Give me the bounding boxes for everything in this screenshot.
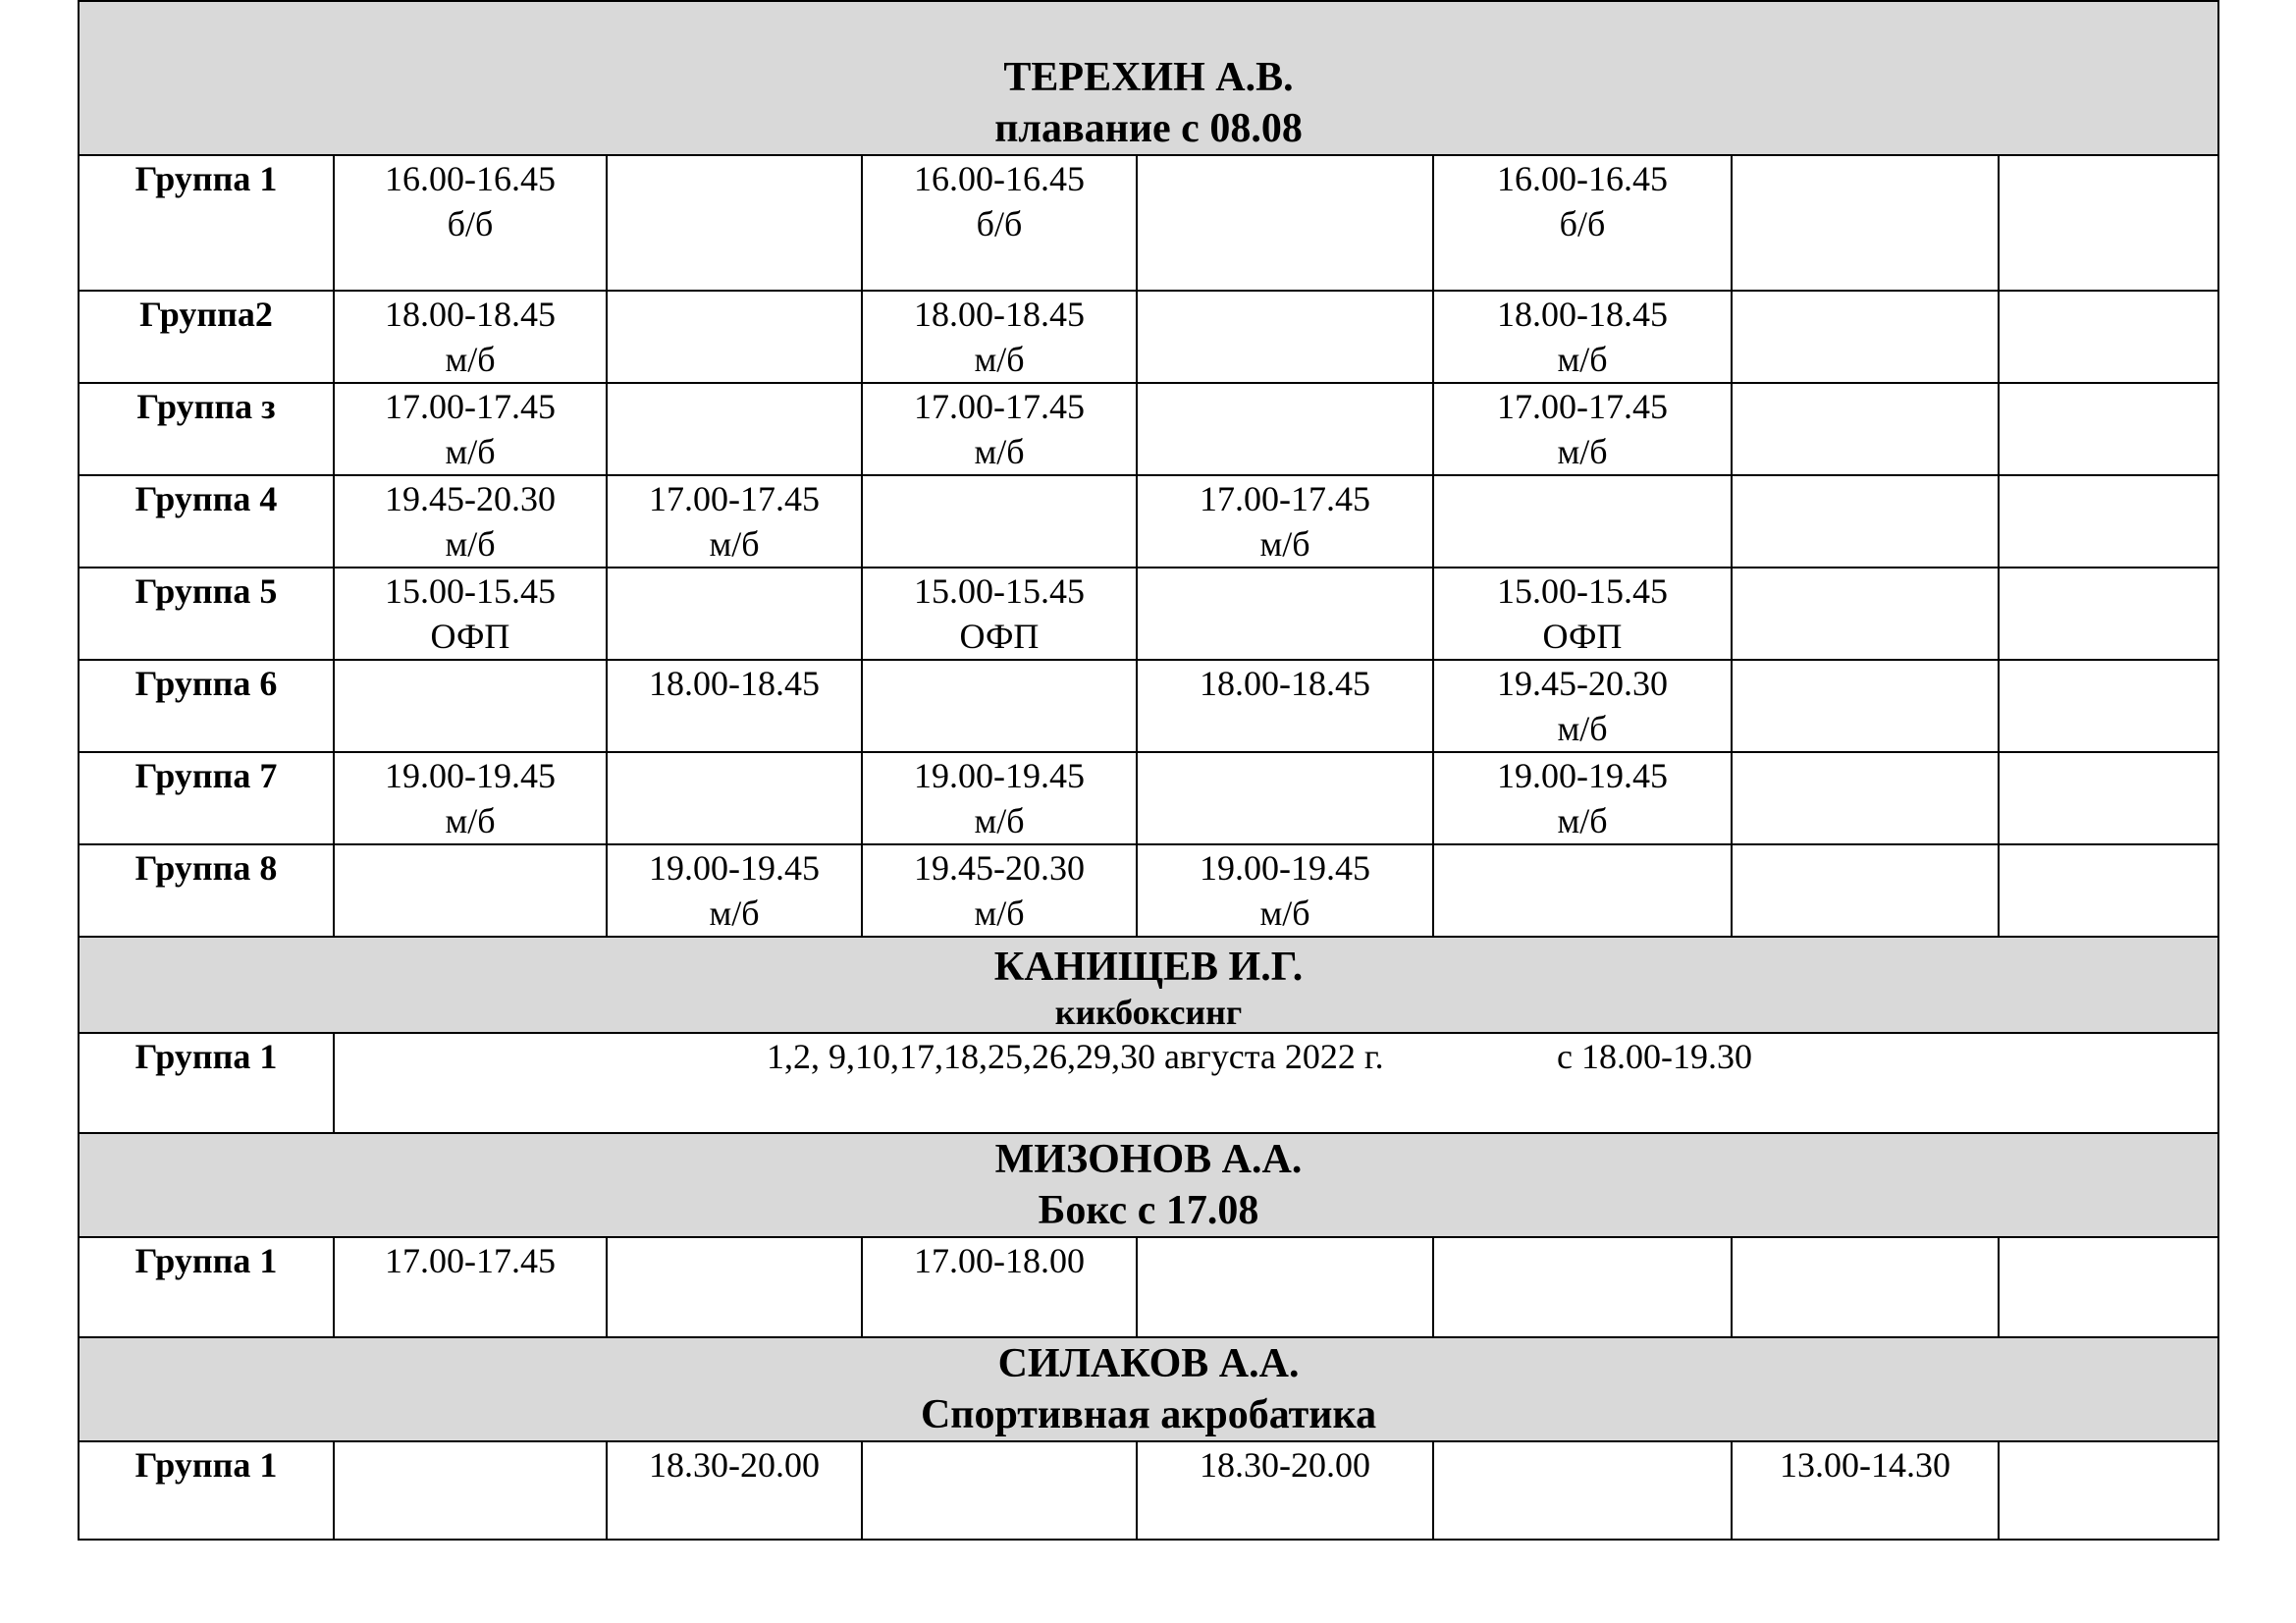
time-slot: 17.00-17.45: [1497, 387, 1668, 426]
time-slot: 19.00-19.45: [1200, 848, 1370, 888]
schedule-cell: [607, 291, 862, 383]
time-slot: 17.00-17.45: [385, 1241, 556, 1280]
time-slot: 19.45-20.30: [914, 848, 1085, 888]
section-header-row: [79, 937, 2218, 1033]
coach-name: ТЕРЕХИН А.В.: [1003, 55, 1294, 100]
schedule-cell: [1999, 568, 2218, 660]
group-label: Группа 1: [79, 1237, 334, 1337]
group-label: Группа 1: [79, 1441, 334, 1540]
schedule-cell: [1732, 752, 1999, 844]
pool-type: м/б: [445, 524, 496, 564]
schedule-cell: [607, 1237, 862, 1337]
schedule-cell: [607, 752, 862, 844]
schedule-cell: [1732, 844, 1999, 937]
section-header: [79, 1133, 2218, 1237]
schedule-cell: [1137, 568, 1433, 660]
time-slot: 18.00-18.45: [914, 295, 1085, 334]
schedule-cell: [334, 1237, 607, 1337]
sport-name: плавание с 08.08: [994, 106, 1303, 151]
table-row: [79, 568, 2218, 660]
schedule-cell: [862, 752, 1137, 844]
schedule-cell: [334, 291, 607, 383]
schedule-cell: [1433, 1441, 1732, 1540]
pool-type: б/б: [976, 204, 1023, 243]
schedule-cell: [1137, 383, 1433, 475]
time-slot: 19.45-20.30: [385, 479, 556, 518]
table-row: [79, 844, 2218, 937]
coach-name: КАНИЩЕВ И.Г.: [993, 945, 1304, 990]
kickboxing-dates-cell: [334, 1033, 2218, 1133]
schedule-cell: [1433, 383, 1732, 475]
time-slot: 18.00-18.45: [1497, 295, 1668, 334]
schedule-cell: [1433, 291, 1732, 383]
group-label: Группа 5: [79, 568, 334, 660]
table-row: [79, 1441, 2218, 1540]
pool-type: б/б: [447, 204, 494, 243]
schedule-cell: [1433, 155, 1732, 291]
schedule-cell: [1732, 1441, 1999, 1540]
group-label: Группа 6: [79, 660, 334, 752]
schedule-cell: [1999, 155, 2218, 291]
schedule-cell: [1999, 844, 2218, 937]
schedule-cell: [1433, 568, 1732, 660]
time-slot: 18.00-18.45: [1200, 664, 1370, 703]
pool-type: м/б: [1557, 801, 1608, 840]
table-row: [79, 155, 2218, 291]
schedule-cell: [334, 844, 607, 937]
time-slot: 19.45-20.30: [1497, 664, 1668, 703]
schedule-cell: [334, 568, 607, 660]
section-header-row: [79, 1133, 2218, 1237]
pool-type: м/б: [1557, 432, 1608, 471]
schedule-cell: [607, 155, 862, 291]
time-slot: 13.00-14.30: [1780, 1445, 1950, 1485]
schedule-cell: [862, 475, 1137, 568]
schedule-cell: [1433, 844, 1732, 937]
schedule-cell: [1137, 1441, 1433, 1540]
schedule-cell: [1433, 752, 1732, 844]
group-label: Группа 8: [79, 844, 334, 937]
table-row: [79, 1033, 2218, 1133]
pool-type: м/б: [1557, 709, 1608, 748]
sport-name: Бокс с 17.08: [1038, 1188, 1259, 1233]
schedule-cell: [862, 1237, 1137, 1337]
group-label: Группа 1: [79, 1033, 334, 1133]
section-header: [79, 937, 2218, 1033]
schedule-cell: [334, 660, 607, 752]
schedule-cell: [334, 1441, 607, 1540]
pool-type: м/б: [974, 801, 1025, 840]
pool-type: м/б: [1259, 893, 1310, 933]
schedule-cell: [1732, 660, 1999, 752]
time-slot: 19.00-19.45: [914, 756, 1085, 795]
time-slot: 19.00-19.45: [385, 756, 556, 795]
group-label: Группа з: [79, 383, 334, 475]
time-slot: 17.00-17.45: [1200, 479, 1370, 518]
time-slot: 17.00-17.45: [385, 387, 556, 426]
time-slot: 16.00-16.45: [1497, 159, 1668, 198]
time-slot: 17.00-17.45: [649, 479, 820, 518]
schedule-cell: [334, 752, 607, 844]
table-row: [79, 383, 2218, 475]
schedule-cell: [334, 155, 607, 291]
schedule-cell: [862, 1441, 1137, 1540]
coach-name: МИЗОНОВ А.А.: [994, 1137, 1303, 1182]
time-slot: 18.30-20.00: [649, 1445, 820, 1485]
schedule-cell: [1732, 568, 1999, 660]
sport-name: Спортивная акробатика: [920, 1392, 1377, 1437]
pool-type: ОФП: [1542, 617, 1623, 656]
schedule-cell: [1137, 155, 1433, 291]
time-slot: 15.00-15.45: [1497, 571, 1668, 611]
time-slot: 18.00-18.45: [385, 295, 556, 334]
sport-name: кикбоксинг: [1054, 993, 1243, 1032]
pool-type: м/б: [445, 432, 496, 471]
group-label: Группа 1: [79, 155, 334, 291]
time-slot: 17.00-18.00: [914, 1241, 1085, 1280]
schedule-cell: [862, 291, 1137, 383]
group-label: Группа 7: [79, 752, 334, 844]
time-slot: 18.30-20.00: [1200, 1445, 1370, 1485]
pool-type: м/б: [709, 893, 760, 933]
schedule-cell: [607, 383, 862, 475]
schedule-cell: [1137, 291, 1433, 383]
table-row: [79, 752, 2218, 844]
schedule-cell: [1999, 660, 2218, 752]
schedule-cell: [607, 660, 862, 752]
schedule-cell: [1999, 752, 2218, 844]
pool-type: м/б: [1259, 524, 1310, 564]
pool-type: м/б: [445, 340, 496, 379]
pool-type: ОФП: [430, 617, 510, 656]
group-label: Группа 4: [79, 475, 334, 568]
training-time: с 18.00-19.30: [1557, 1037, 1752, 1076]
schedule-cell: [1433, 1237, 1732, 1337]
table-row: [79, 1237, 2218, 1337]
time-slot: 19.00-19.45: [649, 848, 820, 888]
schedule-cell: [1999, 475, 2218, 568]
time-slot: 18.00-18.45: [649, 664, 820, 703]
schedule-cell: [607, 475, 862, 568]
schedule-cell: [1137, 844, 1433, 937]
schedule-cell: [1732, 383, 1999, 475]
pool-type: м/б: [974, 432, 1025, 471]
training-dates: 1,2, 9,10,17,18,25,26,29,30 августа 2022 г.: [767, 1037, 1384, 1076]
schedule-cell: [862, 844, 1137, 937]
time-slot: 19.00-19.45: [1497, 756, 1668, 795]
pool-type: м/б: [974, 340, 1025, 379]
schedule-cell: [1137, 475, 1433, 568]
pool-type: ОФП: [959, 617, 1040, 656]
time-slot: 16.00-16.45: [914, 159, 1085, 198]
schedule-cell: [1732, 1237, 1999, 1337]
schedule-cell: [607, 1441, 862, 1540]
schedule-cell: [607, 568, 862, 660]
pool-type: м/б: [974, 893, 1025, 933]
schedule-cell: [1732, 155, 1999, 291]
schedule-cell: [607, 844, 862, 937]
schedule-cell: [1137, 1237, 1433, 1337]
time-slot: 17.00-17.45: [914, 387, 1085, 426]
time-slot: 15.00-15.45: [385, 571, 556, 611]
time-slot: 15.00-15.45: [914, 571, 1085, 611]
time-slot: 16.00-16.45: [385, 159, 556, 198]
schedule-cell: [1732, 475, 1999, 568]
schedule-body: [79, 1, 2218, 1540]
schedule-cell: [1137, 660, 1433, 752]
section-header-row: [79, 1, 2218, 155]
group-label: Группа2: [79, 291, 334, 383]
pool-type: б/б: [1559, 204, 1606, 243]
schedule-cell: [334, 383, 607, 475]
schedule-cell: [862, 660, 1137, 752]
pool-type: м/б: [445, 801, 496, 840]
schedule-cell: [1999, 1237, 2218, 1337]
section-header: [79, 1, 2218, 155]
section-header-row: [79, 1337, 2218, 1441]
schedule-cell: [1732, 291, 1999, 383]
schedule-cell: [1999, 383, 2218, 475]
table-row: [79, 660, 2218, 752]
pool-type: м/б: [709, 524, 760, 564]
table-row: [79, 475, 2218, 568]
pool-type: м/б: [1557, 340, 1608, 379]
schedule-cell: [862, 155, 1137, 291]
table-row: [79, 291, 2218, 383]
section-header: [79, 1337, 2218, 1441]
schedule-cell: [1999, 291, 2218, 383]
schedule-cell: [1433, 660, 1732, 752]
schedule-cell: [1137, 752, 1433, 844]
schedule-cell: [862, 383, 1137, 475]
schedule-cell: [334, 475, 607, 568]
schedule-cell: [1999, 1441, 2218, 1540]
schedule-cell: [862, 568, 1137, 660]
schedule-cell: [1433, 475, 1732, 568]
schedule-table: [78, 0, 2219, 1541]
coach-name: СИЛАКОВ А.А.: [997, 1341, 1300, 1386]
